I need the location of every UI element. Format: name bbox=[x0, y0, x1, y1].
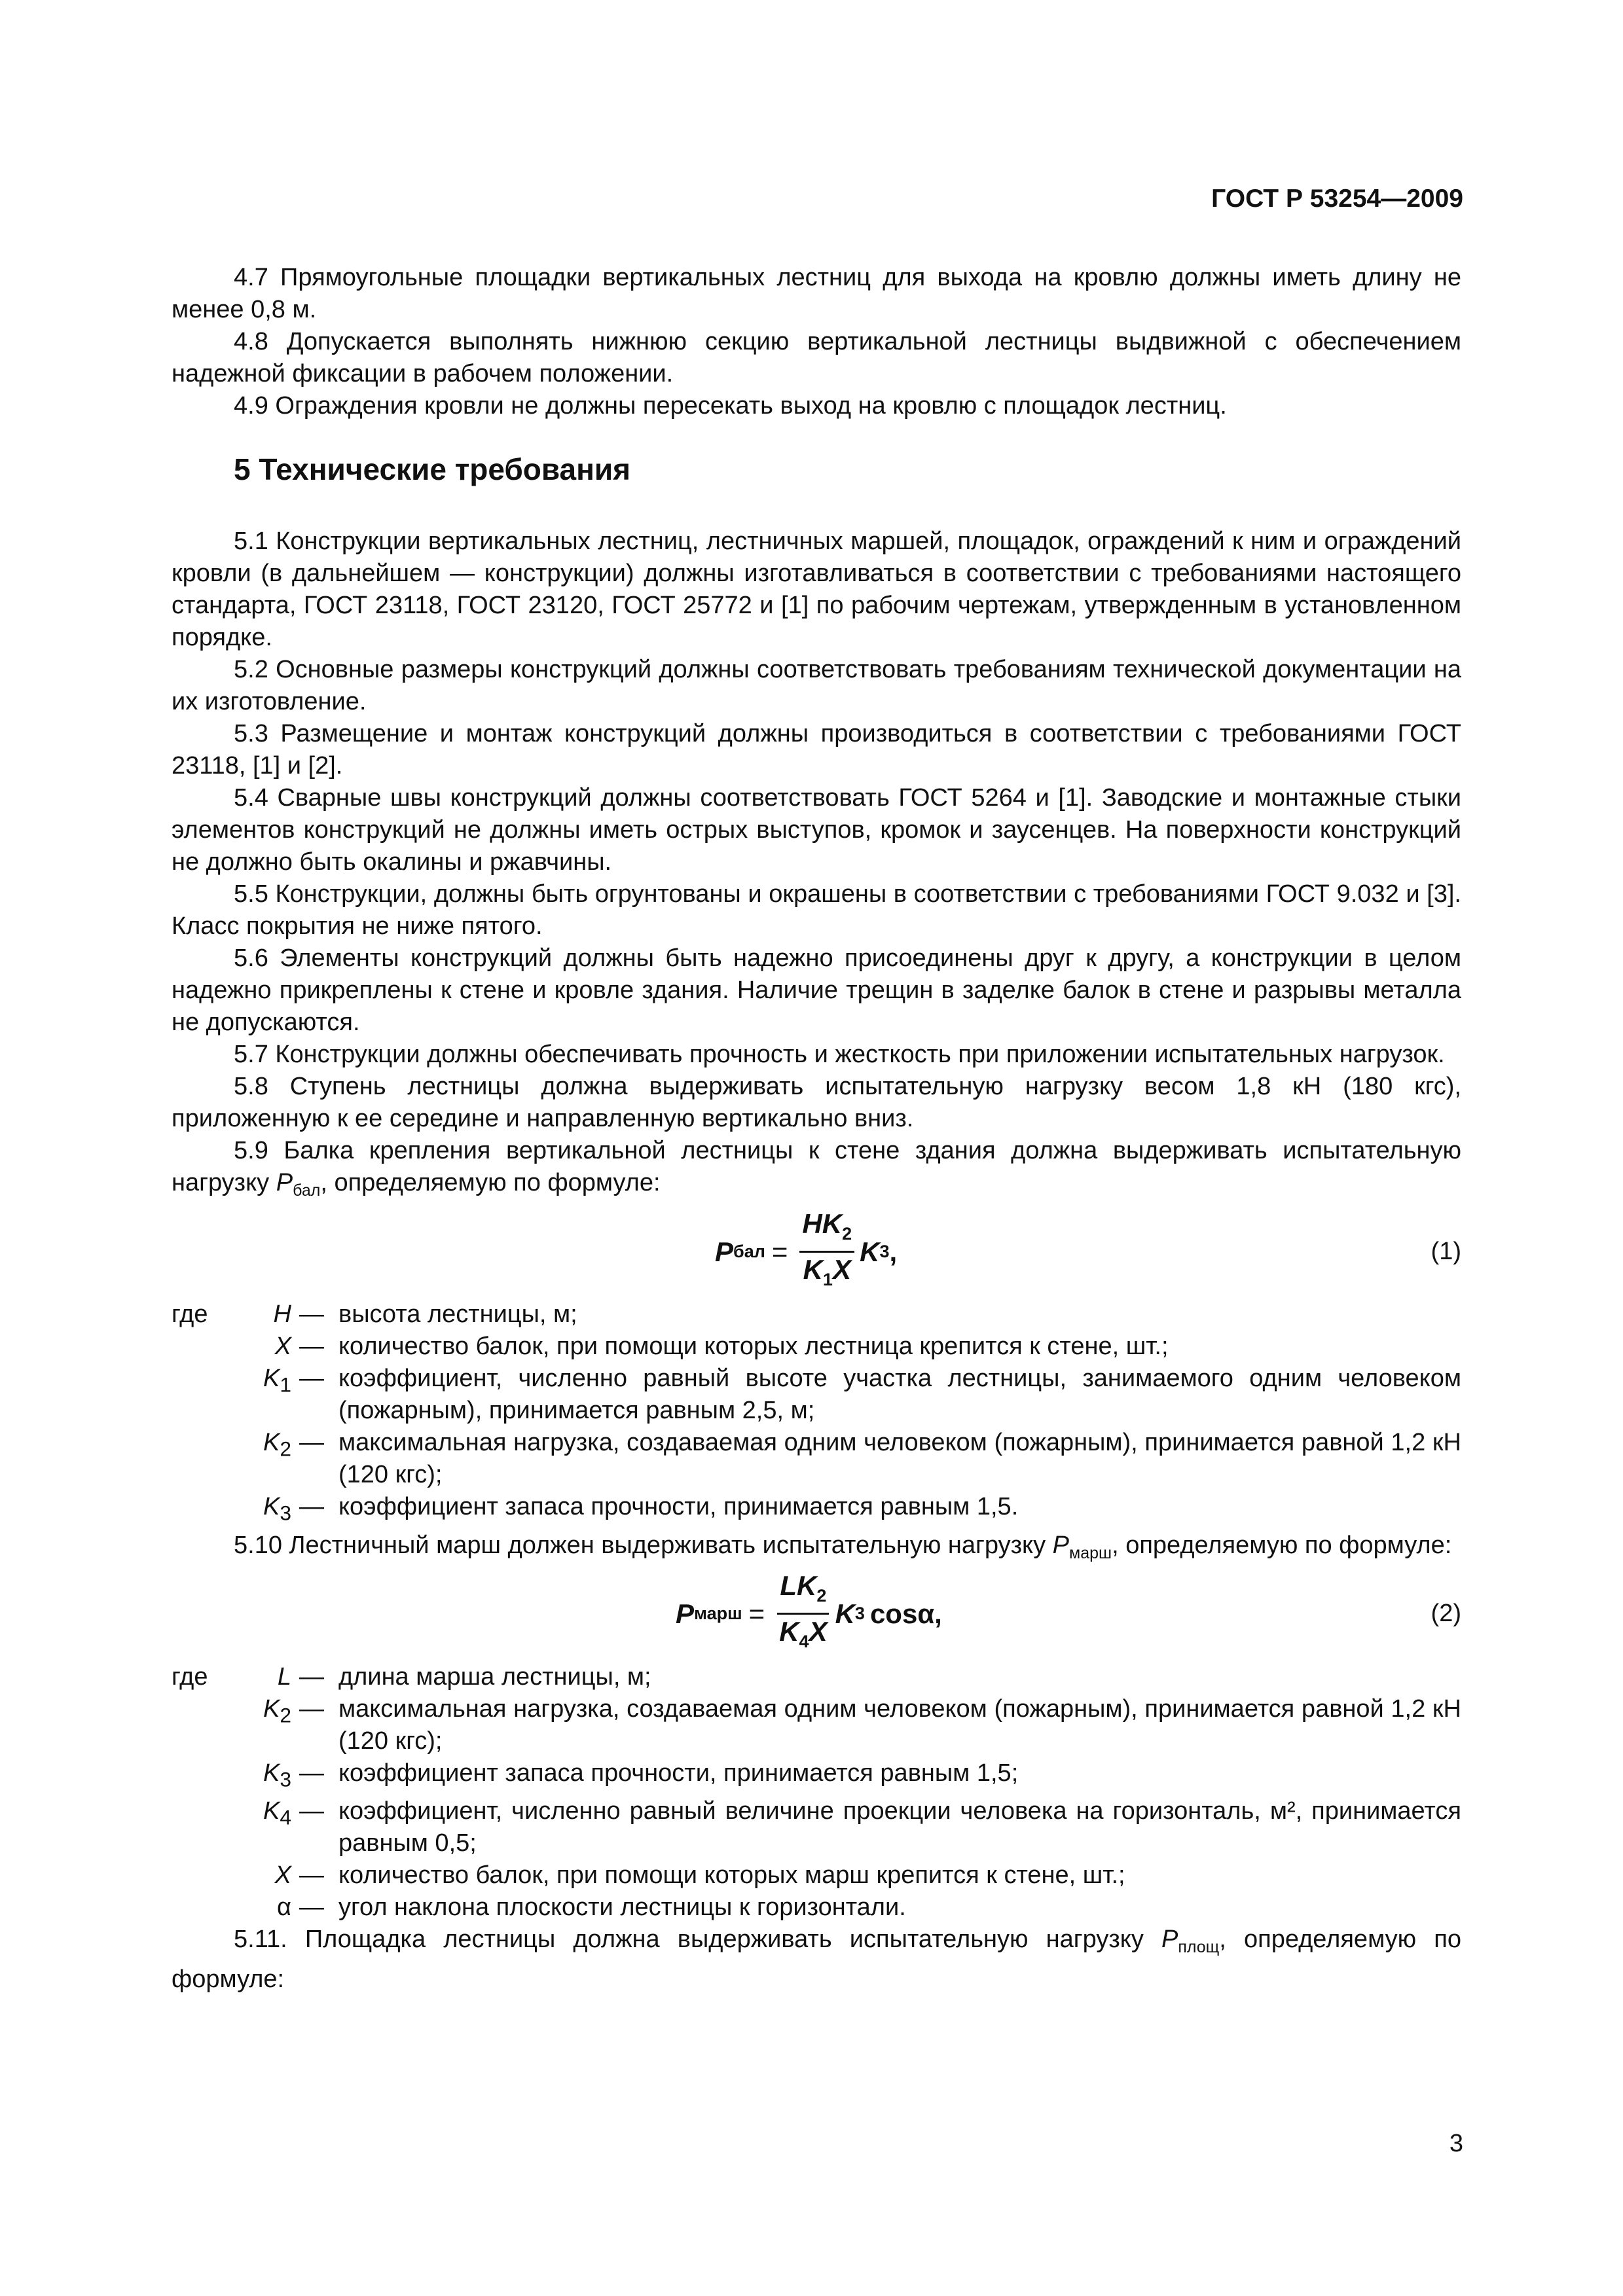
symbol-letter: H bbox=[273, 1300, 291, 1328]
definition-row bbox=[172, 1757, 1461, 1796]
definition-dash: — bbox=[299, 1333, 324, 1360]
definition-prefix: где bbox=[172, 1662, 208, 1691]
definition-symbol bbox=[172, 1299, 299, 1331]
formula-2 bbox=[172, 1570, 1461, 1653]
symbol-subscript: 1 bbox=[280, 1372, 291, 1397]
document-body bbox=[172, 262, 1461, 1996]
symbol-letter: K bbox=[263, 1797, 280, 1825]
formula-2-definitions bbox=[172, 1661, 1461, 1924]
definition-dash: — bbox=[299, 1797, 324, 1825]
formula-1-definitions bbox=[172, 1299, 1461, 1530]
definition-dash: — bbox=[299, 1300, 324, 1328]
formula-2-fraction: $\frac{LK_2}{K_4X}$ bbox=[776, 1570, 830, 1657]
paragraph: 5.1 Конструкции вертикальных лестниц, лестничных маршей, площадок, ограждений к ним и ограждений кровли (в дальнейшем — конструкции) должны изготавливаться в соответствии с требованиями настоящего стандарта, ГОСТ 23118, ГОСТ 23120, ГОСТ 25772 и [1] по рабочим чертежам, утвержденным в установленном порядке. bbox=[172, 528, 1461, 651]
symbol-letter: K bbox=[263, 1429, 280, 1456]
main-paragraphs bbox=[172, 526, 1461, 1135]
paragraph: 4.7 Прямоугольные площадки вертикальных лестниц для выхода на кровлю должны иметь длину не менее 0,8 м. bbox=[172, 264, 1461, 323]
formula-2-number: (2) bbox=[1431, 1600, 1461, 1628]
symbol-letter: L bbox=[277, 1662, 291, 1691]
definition-row bbox=[172, 1693, 1461, 1757]
definition-row bbox=[172, 1491, 1461, 1530]
formula-1-expression: P бал = $\frac{HK_2}{K_1X}$ K 3 , bbox=[715, 1212, 897, 1291]
paragraph: 5.4 Сварные швы конструкций должны соответствовать ГОСТ 5264 и [1]. Заводские и монтажные стыки элементов конструкций не должны иметь острых выступов, кромок и заусенцев. На поверхности конструкций не должно быть окалины и ржавчины. bbox=[172, 784, 1461, 876]
definition-text: максимальная нагрузка, создаваемая одним человеком (пожарным), принимается равной 1,2 кН (120 кгс); bbox=[338, 1429, 1461, 1488]
definition-text: максимальная нагрузка, создаваемая одним человеком (пожарным), принимается равной 1,2 кН (120 кгс); bbox=[338, 1695, 1461, 1755]
definition-text: угол наклона плоскости лестницы к горизонтали. bbox=[338, 1893, 906, 1922]
paragraph: 5.7 Конструкции должны обеспечивать прочность и жесткость при приложении испытательных нагрузок. bbox=[234, 1041, 1445, 1068]
symbol-letter: K bbox=[263, 1695, 280, 1723]
paragraph: 4.9 Ограждения кровли не должны пересекать выход на кровлю с площадок лестниц. bbox=[234, 392, 1227, 420]
definition-text: коэффициент, численно равный величине проекции человека на горизонталь, м², принимается равным 0,5; bbox=[338, 1797, 1461, 1857]
symbol-subscript: 4 bbox=[280, 1805, 291, 1829]
definition-symbol bbox=[172, 1427, 299, 1491]
definition-symbol bbox=[172, 1491, 299, 1530]
formula-1-fraction: $\frac{HK_2}{K_1X}$ bbox=[799, 1208, 854, 1295]
definition-row bbox=[172, 1363, 1461, 1427]
definition-row bbox=[172, 1859, 1461, 1892]
definition-row bbox=[172, 1661, 1461, 1693]
symbol-subscript: 2 bbox=[280, 1703, 291, 1727]
definition-text: длина марша лестницы, м; bbox=[338, 1662, 651, 1691]
section-title: 5 Технические требования bbox=[234, 452, 630, 486]
definition-symbol bbox=[172, 1892, 299, 1924]
definition-dash: — bbox=[299, 1493, 324, 1520]
paragraph-5-10: 5.10 Лестничный марш должен выдерживать испытательную нагрузку $P_{марш}$, определяемую по формуле: bbox=[234, 1531, 1452, 1562]
definition-dash: — bbox=[299, 1429, 324, 1456]
definition-row bbox=[172, 1795, 1461, 1859]
definition-row bbox=[172, 1427, 1461, 1491]
symbol-letter: X bbox=[274, 1333, 291, 1360]
definition-symbol bbox=[172, 1859, 299, 1892]
paragraph: 4.8 Допускается выполнять нижнюю секцию вертикальной лестницы выдвижной с обеспечением надежной фиксации в рабочем положении. bbox=[172, 328, 1461, 387]
paragraph: 5.6 Элементы конструкций должны быть надежно присоединены друг к другу, а конструкции в целом надежно прикреплены к стене и кровле здания. Наличие трещин в заделке балок в стене и разрывы металла не допускаются. bbox=[172, 944, 1461, 1036]
definition-text: коэффициент, численно равный высоте участка лестницы, занимаемого одним человеком (пожарным), принимается равным 2,5, м; bbox=[338, 1365, 1461, 1424]
document-code-header: ГОСТ Р 53254—2009 bbox=[1211, 185, 1463, 213]
paragraph: 5.2 Основные размеры конструкций должны соответствовать требованиям технической документации на их изготовление. bbox=[172, 656, 1461, 715]
definition-dash: — bbox=[299, 1893, 324, 1922]
definition-text: количество балок, при помощи которых лестница крепится к стене, шт.; bbox=[338, 1333, 1169, 1360]
definition-symbol bbox=[172, 1363, 299, 1427]
definition-dash: — bbox=[299, 1662, 324, 1691]
definition-symbol bbox=[172, 1331, 299, 1363]
definition-text: количество балок, при помощи которых марш крепится к стене, шт.; bbox=[338, 1861, 1125, 1890]
paragraph: 5.5 Конструкции, должны быть огрунтованы и окрашены в соответствии с требованиями ГОСТ 9.032 и [3]. Класс покрытия не ниже пятого. bbox=[172, 880, 1461, 940]
definition-symbol bbox=[172, 1661, 299, 1693]
definition-text: коэффициент запаса прочности, принимается равным 1,5; bbox=[338, 1759, 1019, 1787]
symbol-letter: α bbox=[277, 1893, 291, 1922]
symbol-subscript: 2 bbox=[280, 1437, 291, 1461]
definition-dash: — bbox=[299, 1861, 324, 1890]
symbol-letter: K bbox=[263, 1759, 280, 1787]
formula-1-number: (1) bbox=[1431, 1237, 1461, 1265]
definition-symbol bbox=[172, 1693, 299, 1757]
definition-symbol bbox=[172, 1757, 299, 1796]
symbol-letter: X bbox=[274, 1861, 291, 1890]
definition-dash: — bbox=[299, 1365, 324, 1392]
definition-prefix: где bbox=[172, 1300, 208, 1328]
definition-dash: — bbox=[299, 1695, 324, 1723]
definition-row bbox=[172, 1892, 1461, 1924]
definition-row bbox=[172, 1299, 1461, 1331]
formula-1 bbox=[172, 1208, 1461, 1291]
definition-dash: — bbox=[299, 1759, 324, 1787]
definition-text: высота лестницы, м; bbox=[338, 1300, 577, 1328]
paragraph: 5.3 Размещение и монтаж конструкций должны производиться в соответствии с требованиями ГОСТ 23118, [1] и [2]. bbox=[172, 720, 1461, 780]
symbol-letter: K bbox=[263, 1493, 280, 1520]
page-number: 3 bbox=[1449, 2130, 1463, 2157]
symbol-subscript: 3 bbox=[280, 1767, 291, 1791]
symbol-letter: K bbox=[263, 1365, 280, 1392]
symbol-subscript: 3 bbox=[280, 1501, 291, 1525]
paragraph-5-11: 5.11. Площадка лестницы должна выдерживать испытательную нагрузку $P_{площ}$, определяемую по формуле: bbox=[172, 1926, 1462, 1994]
formula-2-expression: P марш = $\frac{LK_2}{K_4X}$ K 3 cosα, bbox=[676, 1575, 942, 1653]
definition-row bbox=[172, 1331, 1461, 1363]
paragraph: 5.8 Ступень лестницы должна выдерживать испытательную нагрузку весом 1,8 кН (180 кгс), приложенную к ее середине и направленную вертикально вниз. bbox=[172, 1073, 1461, 1132]
definition-symbol bbox=[172, 1795, 299, 1859]
paragraph-5-9: 5.9 Балка крепления вертикальной лестницы к стене здания должна выдерживать испытательную нагрузку $P_{бал}$, определяемую по формуле: bbox=[172, 1137, 1461, 1200]
definition-text: коэффициент запаса прочности, принимается равным 1,5. bbox=[338, 1493, 1019, 1520]
top-paragraphs bbox=[172, 262, 1461, 422]
